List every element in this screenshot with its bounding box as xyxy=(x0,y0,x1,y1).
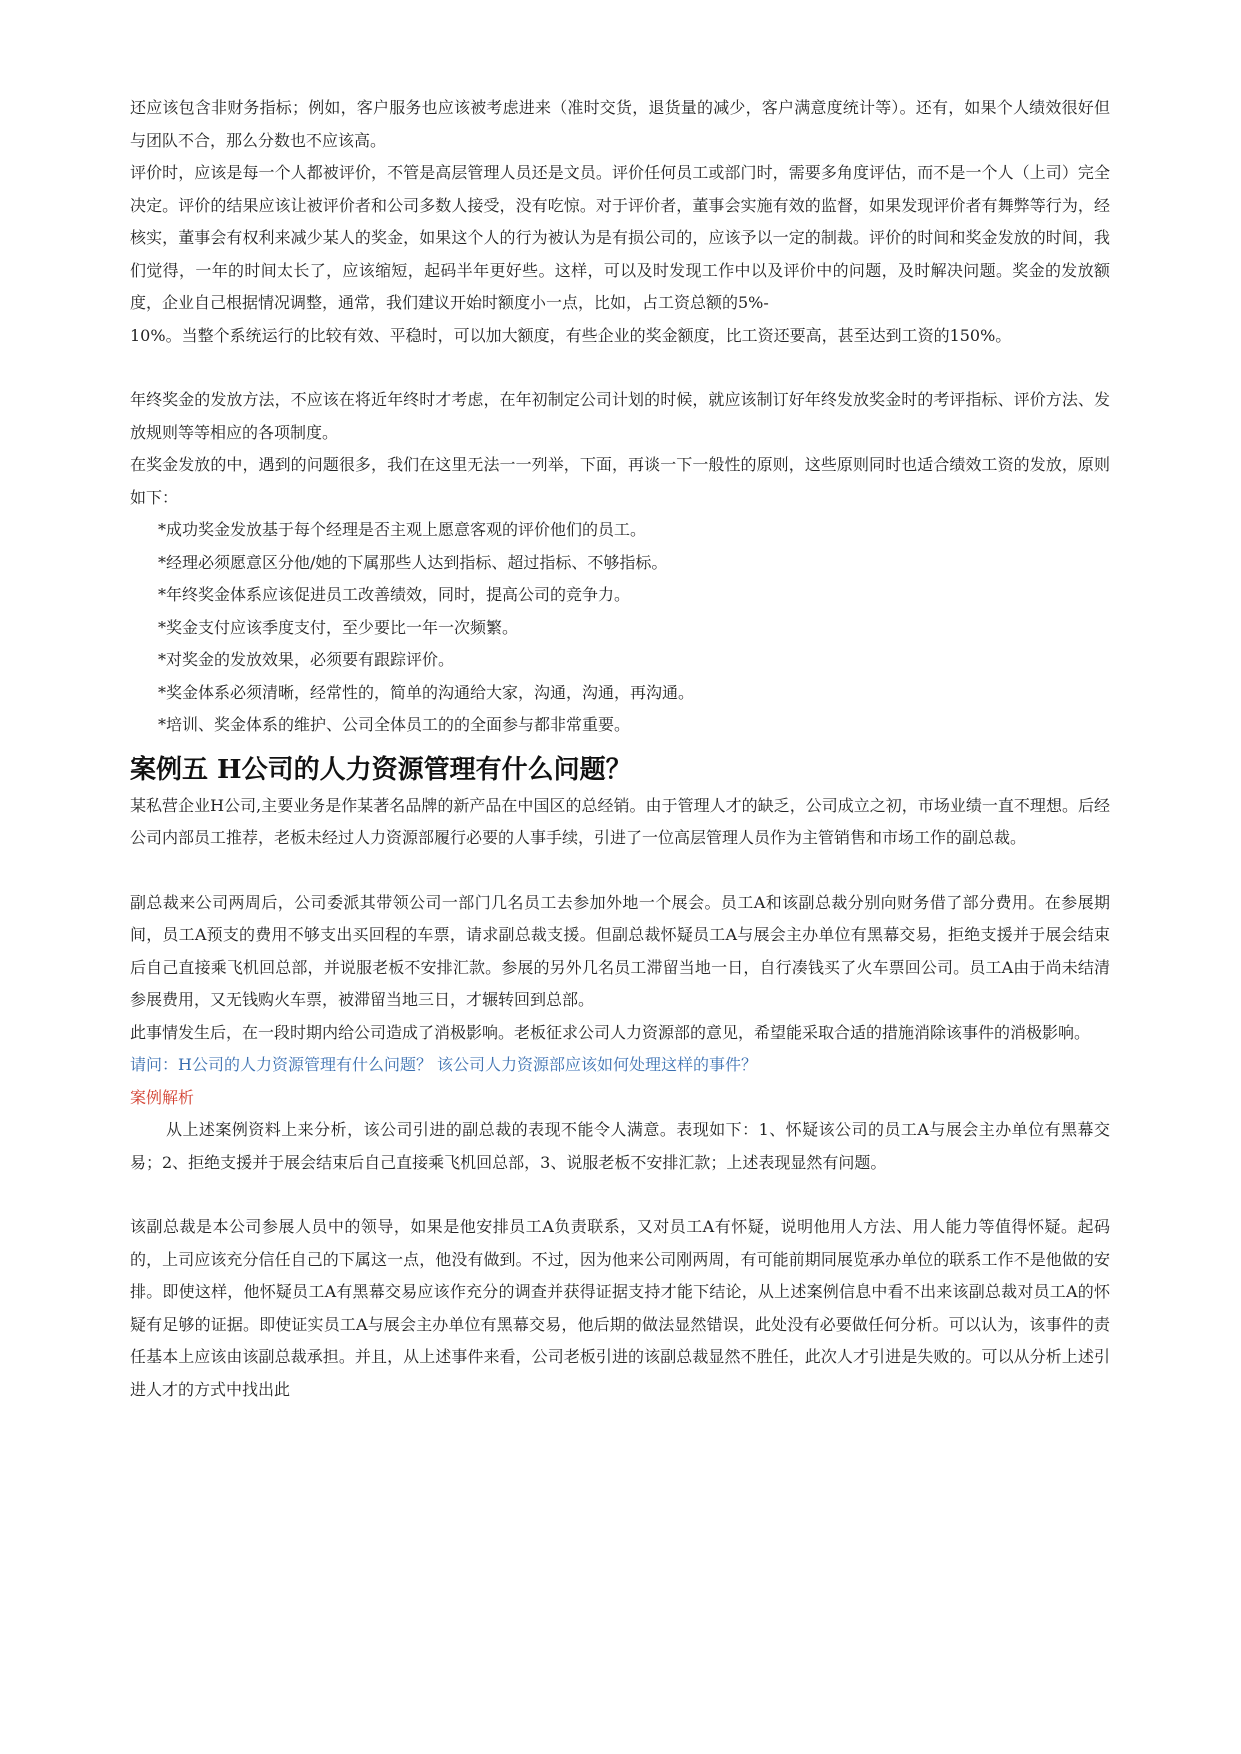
paragraph-analysis-detail: 该副总裁是本公司参展人员中的领导，如果是他安排员工A负责联系，又对员工A有怀疑，说明他用人方法、用人能力等值得怀疑。起码的，上司应该充分信任自己的下属这一点，他没有做到。不过，因为他来公司刚两周，有可能前期同展览承办单位的联系工作不是他做的安排。即使这样，他怀疑员工A有黑幕交易应该作充分的调查并获得证据支持才能下结论，从上述案例信息中看不出来该副总裁对员工A的怀疑有足够的证据。即使证实员工A与展会主办单位有黑幕交易，他后期的做法显然错误，此处没有必要做任何分析。可以认为，该事件的责任基本上应该由该副总裁承担。并且，从上述事件来看，公司老板引进的该副总裁显然不胜任，此次人才引进是失败的。可以从分析上述引进人才的方式中找出此 xyxy=(130,1217,1110,1399)
paragraph-case-aftermath: 此事情发生后，在一段时期内给公司造成了消极影响。老板征求公司人力资源部的意见，希望能采取合适的措施消除该事件的消极影响。 xyxy=(130,1022,1091,1042)
list-item: *成功奖金发放基于每个经理是否主观上愿意客观的评价他们的员工。 xyxy=(158,520,647,539)
paragraph-case-intro: 某私营企业H公司,主要业务是作某著名品牌的新产品在中国区的总经销。由于管理人才的缺乏，公司成立之初，市场业绩一直不理想。后经公司内部员工推荐，老板未经过人力资源部履行必要的人事手续，引进了一位高层管理人员作为主管销售和市场工作的副总裁。 xyxy=(130,795,1110,847)
paragraph-gap xyxy=(130,352,1110,384)
paragraph-bonus-principles-intro: 在奖金发放的中，遇到的问题很多，我们在这里无法一一列举，下面，再谈一下一般性的原则，这些原则同时也适合绩效工资的发放，原则如下： xyxy=(130,455,1110,507)
paragraph-non-financial-indicators: 还应该包含非财务指标；例如，客户服务也应该被考虑进来（准时交货，退货量的减少，客户满意度统计等）。还有，如果个人绩效很好但与团队不合，那么分数也不应该高。 xyxy=(130,98,1110,150)
paragraph-gap xyxy=(130,1179,1110,1211)
case-five-heading: 案例五 H公司的人力资源管理有什么问题？ xyxy=(130,754,632,785)
case-question: 请问：H公司的人力资源管理有什么问题？ 该公司人力资源部应该如何处理这样的事件？ xyxy=(130,1055,758,1074)
paragraph-bonus-amount: 10%。当整个系统运行的比较有效、平稳时，可以加大额度，有些企业的奖金额度，比工资还要高，甚至达到工资的150%。 xyxy=(130,325,1012,345)
list-item: *对奖金的发放效果，必须要有跟踪评价。 xyxy=(158,650,455,669)
case-analysis-label: 案例解析 xyxy=(130,1087,195,1107)
paragraph-gap xyxy=(130,855,1110,887)
list-item: *经理必须愿意区分他/她的下属那些人达到指标、超过指标、不够指标。 xyxy=(158,552,668,572)
list-item: *年终奖金体系应该促进员工改善绩效，同时，提高公司的竞争力。 xyxy=(158,585,631,604)
paragraph-year-end-bonus-method: 年终奖金的发放方法，不应该在将近年终时才考虑，在年初制定公司计划的时候，就应该制订好年终发放奖金时的考评指标、评价方法、发放规则等等相应的各项制度。 xyxy=(130,390,1110,442)
paragraph-evaluation-rules: 评价时，应该是每一个人都被评价，不管是高层管理人员还是文员。评价任何员工或部门时，需要多角度评估，而不是一个人（上司）完全决定。评价的结果应该让被评价者和公司多数人接受，没有吃惊。对于评价者，董事会实施有效的监督，如果发现评价者有舞弊等行为，经核实，董事会有权利来减少某人的奖金，如果这个人的行为被认为是有损公司的，应该予以一定的制裁。评价的时间和奖金发放的时间，我们觉得，一年的时间太长了，应该缩短，起码半年更好些。这样，可以及时发现工作中以及评价中的问题，及时解决问题。奖金的发放额度，企业自己根据情况调整，通常，我们建议开始时额度小一点，比如，占工资总额的5%- xyxy=(130,163,1110,312)
list-item: *奖金支付应该季度支付，至少要比一年一次频繁。 xyxy=(158,617,519,637)
bonus-principles-list xyxy=(130,514,1110,742)
list-item: *培训、奖金体系的维护、公司全体员工的的全面参与都非常重要。 xyxy=(158,715,631,734)
list-item: *奖金体系必须清晰，经常性的，简单的沟通给大家，沟通，沟通，再沟通。 xyxy=(158,682,695,702)
document-page xyxy=(130,92,1110,1406)
paragraph-analysis-summary: 从上述案例资料上来分析，该公司引进的副总裁的表现不能令人满意。表现如下：1、怀疑该公司的员工A与展会主办单位有黑幕交易；2、拒绝支援并于展会结束后自己直接乘飞机回总部，3、说服老板不安排汇款；上述表现显然有问题。 xyxy=(130,1120,1110,1172)
paragraph-case-story: 副总裁来公司两周后，公司委派其带领公司一部门几名员工去参加外地一个展会。员工A和该副总裁分别向财务借了部分费用。在参展期间，员工A预支的费用不够支出买回程的车票，请求副总裁支援。但副总裁怀疑员工A与展会主办单位有黑幕交易，拒绝支援并于展会结束后自己直接乘飞机回总部，并说服老板不安排汇款。参展的另外几名员工滞留当地一日，自行凑钱买了火车票回公司。员工A由于尚未结清参展费用，又无钱购火车票，被滞留当地三日，才辗转回到总部。 xyxy=(130,892,1110,1009)
